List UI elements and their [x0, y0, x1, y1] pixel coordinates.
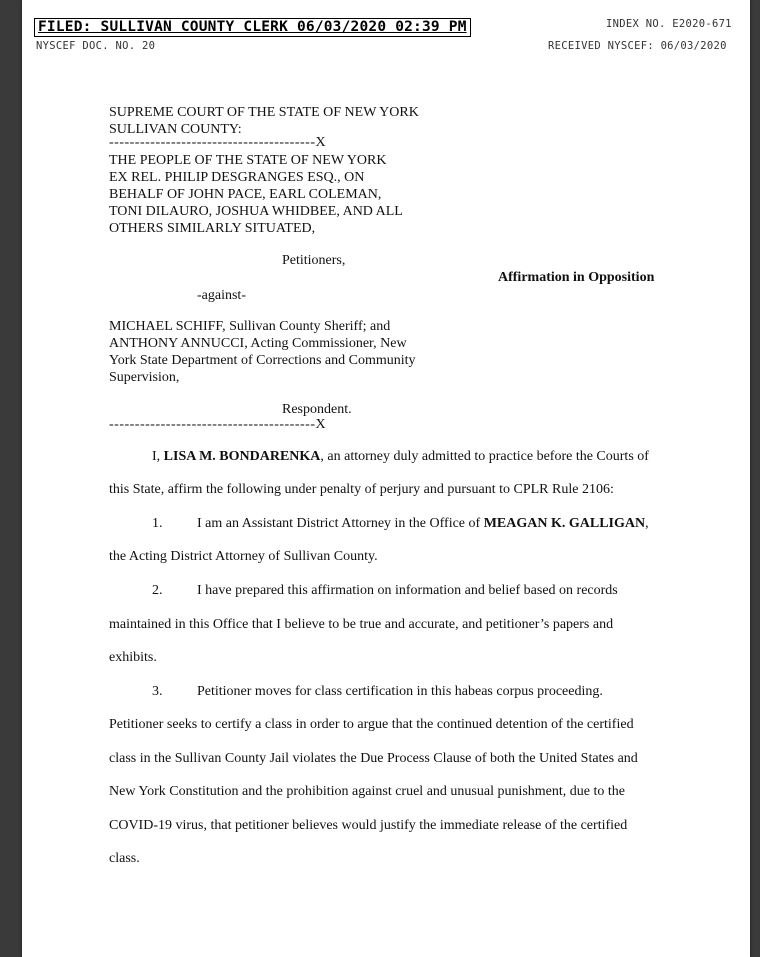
paragraph-number: 2.: [152, 583, 163, 598]
respondent-line: Supervision,: [109, 370, 180, 385]
respondent-line: ANTHONY ANNUCCI, Acting Commissioner, New: [109, 336, 407, 351]
district-attorney-name: MEAGAN K. GALLIGAN: [483, 516, 646, 531]
respondent-block: [109, 318, 416, 386]
paragraph-3-line-4: New York Constitution and the prohibition against cruel and unusual punishment, due to the: [109, 784, 625, 799]
paragraph-1-line-2: the Acting District Attorney of Sullivan County.: [109, 549, 378, 564]
petitioner-line: BEHALF OF JOHN PACE, EARL COLEMAN,: [109, 187, 382, 202]
petitioner-block: [109, 152, 403, 237]
respondent-line: MICHAEL SCHIFF, Sullivan County Sheriff; and: [109, 319, 391, 334]
intro-text: I,: [152, 449, 164, 464]
paragraph-3-line-6: class.: [109, 851, 140, 866]
intro-text: , an attorney duly admitted to practice before the Courts of: [320, 449, 649, 464]
paragraph-number: 1.: [152, 516, 163, 531]
petitioner-line: EX REL. PHILIP DESGRANGES ESQ., ON: [109, 170, 365, 185]
against-label: -against-: [197, 288, 246, 303]
index-number: INDEX NO. E2020-671: [606, 18, 732, 30]
received-date: RECEIVED NYSCEF: 06/03/2020: [548, 40, 727, 52]
paragraph-2-line-2: maintained in this Office that I believe to be true and accurate, and petitioner’s papers and: [109, 617, 614, 632]
paragraph-3-line-1: Petitioner moves for class certification in this habeas corpus proceeding.: [197, 684, 603, 699]
paragraph-2-line-1: I have prepared this affirmation on information and belief based on records: [197, 583, 618, 598]
intro-line-2: this State, affirm the following under penalty of perjury and pursuant to CPLR Rule 2106:: [109, 482, 614, 497]
respondent-label: Respondent.: [282, 402, 352, 417]
petitioner-line: TONI DILAURO, JOSHUA WHIDBEE, AND ALL: [109, 204, 403, 219]
nyscef-doc-number: NYSCEF DOC. NO. 20: [36, 40, 156, 52]
court-line: SULLIVAN COUNTY:: [109, 122, 242, 137]
petitioner-line: THE PEOPLE OF THE STATE OF NEW YORK: [109, 153, 387, 168]
paragraph-3-line-2: Petitioner seeks to certify a class in order to argue that the continued detention of the certified: [109, 717, 634, 732]
respondent-line: York State Department of Corrections and Community: [109, 353, 416, 368]
filed-stamp: FILED: SULLIVAN COUNTY CLERK 06/03/2020 02:39 PM: [34, 18, 471, 37]
court-name: [109, 104, 419, 138]
paragraph-text: ,: [645, 516, 649, 531]
paragraph-2-line-3: exhibits.: [109, 650, 157, 665]
paragraph-text: I am an Assistant District Attorney in the Office of: [197, 516, 484, 531]
court-line: SUPREME COURT OF THE STATE OF NEW YORK: [109, 105, 419, 120]
document-title: Affirmation in Opposition: [498, 270, 655, 285]
intro-line-1: [152, 449, 649, 465]
petitioners-label: Petitioners,: [282, 253, 346, 268]
document-page: [22, 0, 750, 957]
paragraph-3-line-5: COVID-19 virus, that petitioner believes would justify the immediate release of the certified: [109, 818, 628, 833]
caption-divider: ----------------------------------------X: [109, 417, 327, 432]
caption-divider: ----------------------------------------X: [109, 135, 327, 150]
affiant-name: LISA M. BONDARENKA: [163, 449, 321, 464]
paragraph-3-line-3: class in the Sullivan County Jail violates the Due Process Clause of both the United States and: [109, 751, 638, 766]
paragraph-1-line-1: [197, 516, 649, 532]
petitioner-line: OTHERS SIMILARLY SITUATED,: [109, 221, 316, 236]
paragraph-number: 3.: [152, 684, 163, 699]
